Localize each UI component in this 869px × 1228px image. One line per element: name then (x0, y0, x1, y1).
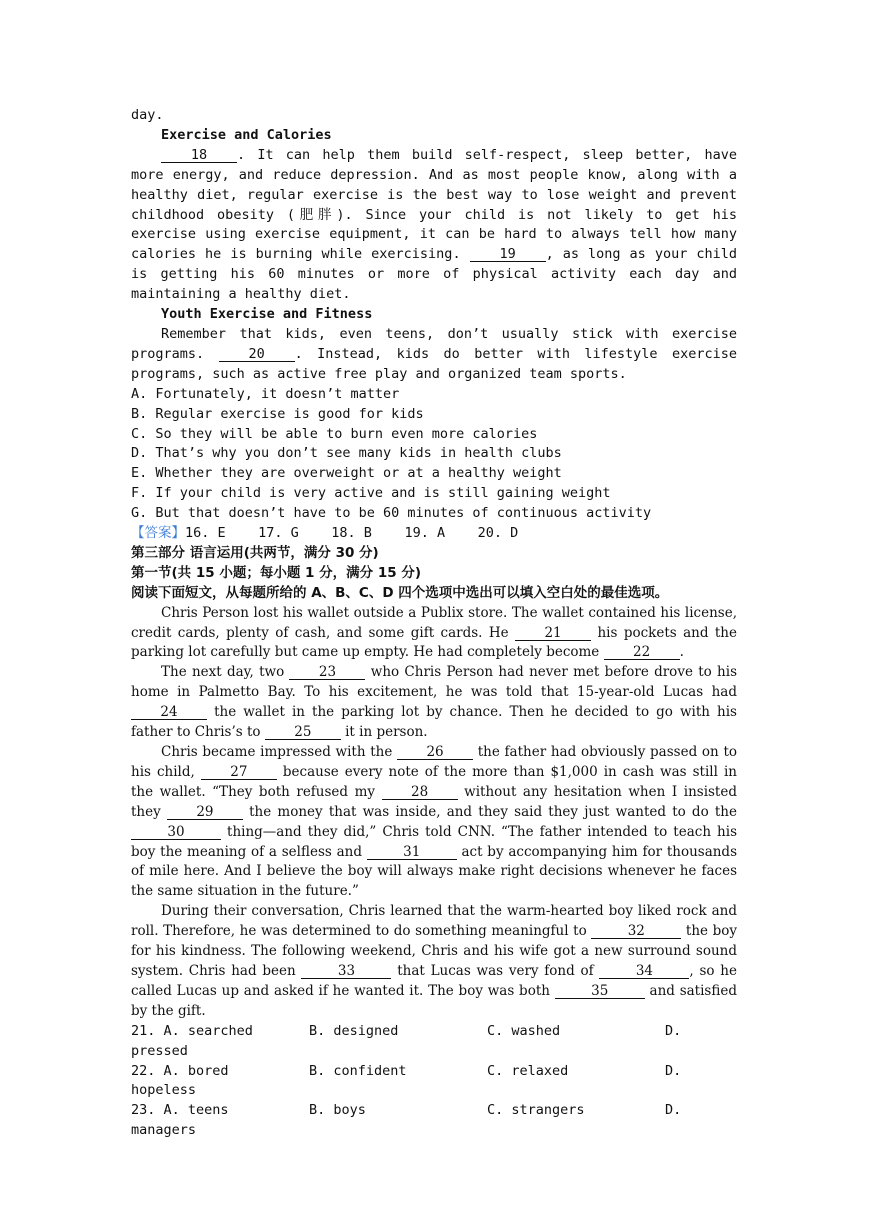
cloze-paragraph-3: Chris became impressed with the 26 the father had obviously passed on to his child, 27 because every note of the more than $1,000 in cash was still in the wallet. “They both refused my 28 without any hesitation when I insisted they 29 the money that was inside, and they said they just wanted to do the 30 thing—and they did,” Chris told CNN. “The father intended to teach his boy the meaning of a selfless and 31 act by accompanying him for thousands of mile here. And I believe the boy will always make right decisions whenever he faces the same situation in the future.” (131, 744, 738, 900)
blank-18: 18 (161, 148, 237, 163)
option-line: B. Regular exercise is good for kids (131, 405, 424, 422)
answer-text: 16. E 17. G 18. B 19. A 20. D (185, 525, 519, 542)
option-a: 22. A. bored (131, 1062, 229, 1079)
option-line: D. That’s why you don’t see many kids in health clubs (131, 445, 562, 462)
option-b: B. boys (309, 1102, 366, 1119)
paragraph-exercise-calories: 18 . It can help them build self-respect, sleep better, have more energy, and reduce depression. And as most people know, along with a healthy diet, regular exercise is the best way to lose weight and prevent childhood obesity (肥胖). Since your child is not likely to get his exercise using exercise equipment, it can be hard to always tell how many calories he is burning while exercising. 19 , as long as your child is getting his 60 minutes or more of physical activity each day and maintaining a healthy diet. (131, 146, 737, 303)
blank-35: 35 (555, 984, 645, 999)
option-line: A. Fortunately, it doesn’t matter (131, 385, 400, 402)
option-line: F. If your child is very active and is still gaining weight (131, 485, 611, 502)
instruction: 阅读下面短文，从每题所给的 A、B、C、D 四个选项中选出可以填入空白处的最佳选项。 (131, 584, 669, 601)
top-fragment: day. (131, 107, 164, 123)
blank-33: 33 (301, 964, 391, 979)
section-title: 第一节(共 15 小题；每小题 1 分，满分 15 分) (131, 564, 422, 581)
blank-29: 29 (167, 805, 243, 820)
option-d: D. (665, 1062, 682, 1079)
blank-21: 21 (515, 626, 591, 641)
option-c: C. relaxed (487, 1062, 569, 1079)
question-23 (131, 1101, 737, 1141)
option-line: G. But that doesn’t have to be 60 minutes of continuous activity (131, 505, 652, 522)
document-page (131, 106, 737, 1141)
section-heading-youth-fitness: Youth Exercise and Fitness (161, 306, 373, 323)
option-d-text: managers (131, 1122, 197, 1139)
cloze-paragraph-2: The next day, two 23 who Chris Person had never met before drove to his home in Palmetto Bay. To his excitement, he was told that 15-year-old Lucas had 24 the wallet in the parking lot by chance. Then he decided to go with his father to Chris’s to 25 it in person. (131, 664, 737, 741)
option-d: D. (665, 1102, 682, 1119)
blank-32: 32 (591, 924, 681, 939)
option-a: 21. A. searched (131, 1022, 253, 1039)
option-d-text: pressed (131, 1042, 188, 1059)
option-line: E. Whether they are overweight or at a healthy weight (131, 465, 562, 482)
option-a: 23. A. teens (131, 1102, 229, 1119)
option-c: C. washed (487, 1022, 561, 1039)
blank-22: 22 (604, 645, 680, 660)
option-b: B. designed (309, 1022, 399, 1039)
question-21 (131, 1022, 737, 1062)
cloze-paragraph-1: Chris Person lost his wallet outside a Publix store. The wallet contained his license, credit cards, plenty of cash, and some gift cards. He 21 his pockets and the parking lot carefully but came up empty. He had completely become 22 . (131, 604, 737, 661)
option-d-text: hopeless (131, 1082, 197, 1099)
section-heading-exercise-calories: Exercise and Calories (161, 126, 332, 143)
blank-24: 24 (131, 705, 207, 720)
blank-19: 19 (470, 247, 546, 262)
blank-31: 31 (367, 845, 457, 860)
answer-tag: 【答案】 (131, 525, 185, 542)
option-line: C. So they will be able to burn even more calories (131, 425, 538, 442)
blank-26: 26 (397, 745, 473, 760)
option-b: B. confident (309, 1062, 407, 1079)
part-title: 第三部分 语言运用(共两节，满分 30 分) (131, 544, 379, 561)
option-c: C. strangers (487, 1102, 585, 1119)
blank-27: 27 (201, 765, 277, 780)
blank-34: 34 (599, 964, 689, 979)
cloze-paragraph-4: During their conversation, Chris learned that the warm-hearted boy liked rock and roll. Therefore, he was determined to do something meaningful to 32 the boy for his kindness. The following weekend, Chris and his wife got a new surround sound system. Chris had been 33 that Lucas was very fond of 34 , so he called Lucas up and asked if he wanted it. The boy was both 35 and satisfied by the gift. (131, 903, 737, 1019)
blank-25: 25 (265, 725, 341, 740)
blank-30: 30 (131, 825, 221, 840)
blank-23: 23 (289, 665, 365, 680)
answer-line (131, 524, 737, 544)
option-d: D. (665, 1022, 682, 1039)
blank-20: 20 (219, 347, 295, 362)
paragraph-youth-fitness: Remember that kids, even teens, don’t usually stick with exercise programs. 20 . Instead, kids do better with lifestyle exercise programs, such as active free play and organized team sports. (131, 325, 737, 382)
blank-28: 28 (382, 785, 458, 800)
question-22 (131, 1062, 737, 1102)
